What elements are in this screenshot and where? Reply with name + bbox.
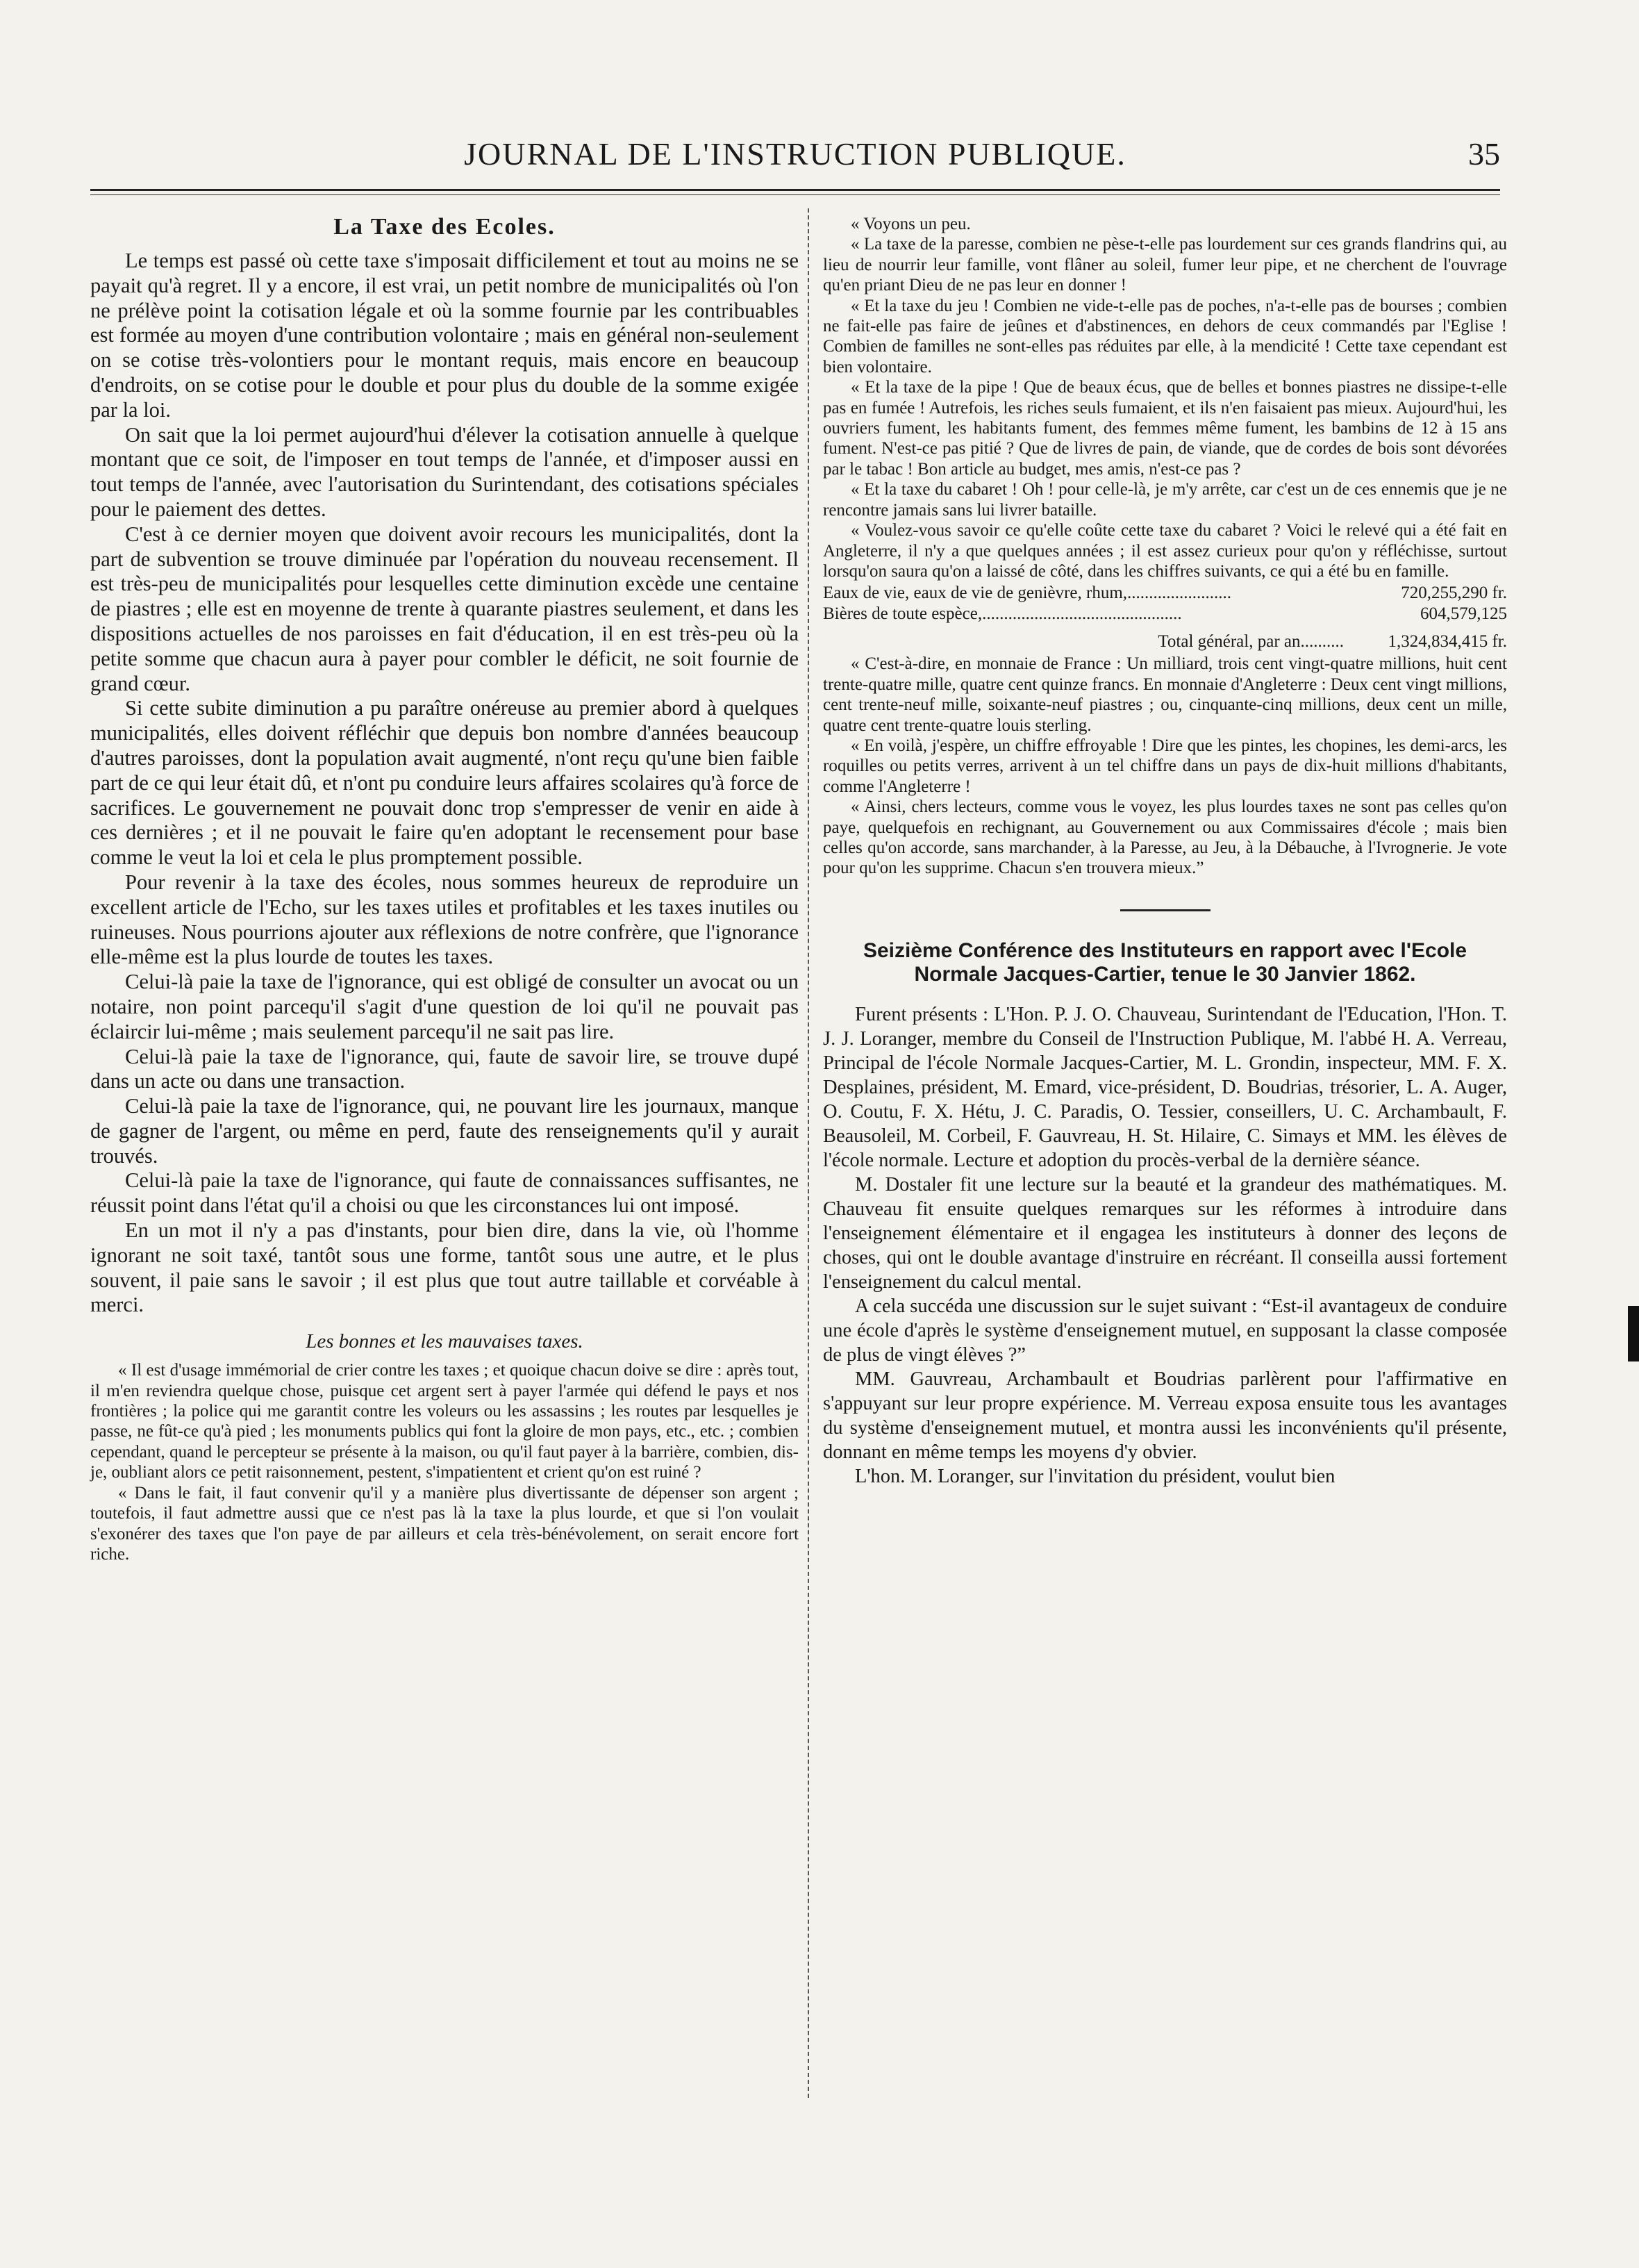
table-row bbox=[823, 604, 1507, 624]
header-rule-thin bbox=[90, 194, 1500, 195]
row-value: 720,255,290 fr. bbox=[1401, 583, 1507, 603]
paragraph: Si cette subite diminution a pu paraître onéreuse au premier abord à quelques municipalités, elles doivent réfléchir que depuis bon nombre d'années beaucoup d'autres paroisses, dont la population avait augmenté, n'ont reçu qu'une bien faible part de ce qui leur était dû, et n'ont pu conduire leurs affaires scolaires qu'à force de sacrifices. Le gouvernement ne pouvait donc trop s'empresser de venir en aide à ces dernières ; et il ne pouvait le faire qu'en adoptant le recensement pour base comme le veut la loi et cela le plus promptement possible. bbox=[90, 696, 799, 870]
table-total-row bbox=[823, 631, 1507, 652]
column-divider bbox=[808, 208, 809, 2098]
running-header bbox=[90, 135, 1500, 184]
row-label: Eaux de vie, eaux de vie de genièvre, rhum,........................ bbox=[823, 583, 1232, 603]
paragraph: On sait que la loi permet aujourd'hui d'élever la cotisation annuelle à quelque montant que ce soit, de l'imposer en tout temps de l'année, et d'imposer aussi en tout temps de l'année, avec l'autorisation du Surintendant, des cotisations spéciales pour le paiement des dettes. bbox=[90, 422, 799, 521]
paragraph: Celui-là paie la taxe de l'ignorance, qui est obligé de consulter un avocat ou un notaire, non point parcequ'il s'agit d'une question de loi qu'il ne pouvait pas éclaircir lui-même ; mais seulement parcequ'il ne sait pas lire. bbox=[90, 970, 799, 1043]
quoted-article bbox=[90, 1360, 799, 1564]
expense-table bbox=[823, 583, 1507, 652]
paragraph: « Il est d'usage immémorial de crier contre les taxes ; et quoique chacun doive se dire : après tout, il m'en reviendra quelque chose, puisque cet argent sert à payer l'armée qui défend le pays et nos frontières ; la police qui me garantit contre les voleurs ou les assassins ; les routes par lesquelles je passe, ne fût-ce qu'à pied ; les monuments publics qui font la gloire de mon pays, etc., etc. ; combien cependant, quand le percepteur se présente à la maison, ou qu'il faut payer à la barrière, combien, dis-je, oubliant alors ce petit raisonnement, pestent, s'impatientent et crient qu'on est ruiné ? bbox=[90, 1361, 799, 1482]
quoted-article-continued bbox=[823, 214, 1507, 581]
paragraph: « La taxe de la paresse, combien ne pèse-t-elle pas lourdement sur ces grands flandrins qui, au lieu de nourrir leur famille, vont flâner au soleil, fumer leur pipe, et ne cherchent de l'ouvrage qu'en priant Dieu de ne pas leur en donner ! bbox=[823, 235, 1507, 295]
paragraph: « Voulez-vous savoir ce qu'elle coûte cette taxe du cabaret ? Voici le relevé qui a été fait en Angleterre, il n'y a que quelques années ; il est assez curieux pour qu'on y réfléchisse, surtout lorsqu'on saura qu'on a laissé de côté, dans les chiffres suivants, ce qui a été bu en famille. bbox=[823, 521, 1507, 581]
paragraph: Celui-là paie la taxe de l'ignorance, qui, faute de savoir lire, se trouve dupé dans un acte ou dans une transaction. bbox=[90, 1044, 799, 1093]
article-body bbox=[90, 249, 799, 1318]
paragraph: « Et la taxe de la pipe ! Que de beaux écus, que de belles et bonnes piastres ne dissipe-t-elle pas en fumée ! Autrefois, les riches seuls fumaient, et ils n'en faisaient pas mieux. Aujourd'hui, les ouvriers fument, les habitants fument, des femmes même fument, les bambins de 12 à 15 ans fument. N'est-ce pas pitié ? Que de livres de pain, de viande, que de cordes de bois sont dévorées par le tabac ! Bon article au budget, mes amis, n'est-ce pas ? bbox=[823, 378, 1507, 479]
conference-title: Seizième Conférence des Instituteurs en rapport avec l'Ecole Normale Jacques-Cartier, tenue le 30 Janvier 1862. bbox=[863, 938, 1467, 986]
paragraph: « Dans le fait, il faut convenir qu'il y a manière plus divertissante de dépenser son argent ; toutefois, il faut admettre aussi que ce n'est pas là la taxe la plus lourde, et que si l'on voulait s'exonérer des taxes que l'on paye de par ailleurs et cela très-bénévolement, on serait encore fort riche. bbox=[90, 1483, 799, 1564]
paragraph: « C'est-à-dire, en monnaie de France : Un milliard, trois cent vingt-quatre millions, huit cent trente-quatre mille, quatre cent quinze francs. En monnaie d'Angleterre : Deux cent vingt millions, cent trente-neuf mille, soixante-neuf piastres ; ou, cinquante-cinq millions, deux cent un mille, quatre cent trente-quatre louis sterling. bbox=[823, 654, 1507, 735]
paragraph: « En voilà, j'espère, un chiffre effroyable ! Dire que les pintes, les chopines, les demi-arcs, les roquilles ou petits verres, arrivent à un tel chiffre dans un pays de dix-huit millions d'habitants, comme l'Angleterre ! bbox=[823, 736, 1507, 796]
paragraph: « Et la taxe du cabaret ! Oh ! pour celle-là, je m'y arrête, car c'est un de ces ennemis que je ne rencontre jamais sans lui livrer bataille. bbox=[823, 480, 1507, 520]
section-separator bbox=[1120, 909, 1210, 911]
paragraph: Celui-là paie la taxe de l'ignorance, qui faute de connaissances suffisantes, ne réussit point dans l'état qu'il a choisi ou que les circonstances lui ont imposé. bbox=[90, 1168, 799, 1218]
section-title: La Taxe des Ecoles. bbox=[333, 214, 556, 240]
paragraph: M. Dostaler fit une lecture sur la beauté et la grandeur des mathématiques. M. Chauveau fit ensuite quelques remarques sur les réformes à introduire dans l'enseignement élémentaire et il engagea les instituteurs à donner des leçons de choses, qui ont le double avantage d'instruire en récréant. Il conseilla aussi fortement l'enseignement du calcul mental. bbox=[823, 1173, 1507, 1293]
paragraph: Furent présents : L'Hon. P. J. O. Chauveau, Surintendant de l'Education, l'Hon. T. J. J. Loranger, membre du Conseil de l'Instruction Publique, M. l'abbé H. A. Verreau, Principal de l'école Normale Jacques-Cartier, M. L. Grondin, inspecteur, MM. F. X. Desplaines, président, M. Emard, vice-président, D. Boudrias, trésorier, L. A. Auger, O. Coutu, F. X. Hétu, J. C. Paradis, O. Tessier, conseillers, U. C. Archambault, F. Beausoleil, M. Corbeil, F. Gauvreau, H. St. Hilaire, C. Simays et MM. les élèves de l'école normale. Lecture et adoption du procès-verbal de la dernière séance. bbox=[823, 1003, 1507, 1171]
paragraph: A cela succéda une discussion sur le sujet suivant : “Est-il avantageux de conduire une école d'après le système d'enseignement mutuel, en supposant la classe composée de plus de vingt élèves ?” bbox=[823, 1295, 1507, 1366]
table-row bbox=[823, 583, 1507, 604]
paragraph: Le temps est passé où cette taxe s'imposait difficilement et tout au moins ne se payait qu'à regret. Il y a encore, il est vrai, un petit nombre de municipalités où l'on ne prélève point la cotisation légale et où la somme fournie par les contribuables est formée au moyen d'une contribution volontaire ; mais en général non-seulement on se cotise très-volontiers pour le montant requis, mais encore en beaucoup d'endroits, on se cotise pour le double et pour plus du double de la somme exigée par la loi. bbox=[90, 249, 799, 422]
left-column bbox=[90, 214, 799, 1564]
paragraph: C'est à ce dernier moyen que doivent avoir recours les municipalités, dont la part de subvention se trouve diminuée par l'opération du nouveau recensement. Il est très-peu de municipalités pour lesquelles cette diminution excède une centaine de piastres ; elle est en moyenne de trente à quarante piastres seulement, et dans les dispositions actuelles de nos paroisses en fait d'éducation, il en est très-peu où la petite somme que chacun aura à payer pour combler le déficit, ne soit fournie de grand cœur. bbox=[90, 522, 799, 695]
row-value: 604,579,125 bbox=[1420, 604, 1507, 624]
paragraph: « Et la taxe du jeu ! Combien ne vide-t-elle pas de poches, n'a-t-elle pas de bourses ; combien ne fait-elle pas faire de jeûnes et d'abstinences, en dehors de ceux commandés par l'Eglise ! Combien de familles ne sont-elles pas réduites par elle, à la mendicité ! Cette taxe cependant est bien volontaire. bbox=[823, 296, 1507, 376]
journal-title: JOURNAL DE L'INSTRUCTION PUBLIQUE. bbox=[464, 136, 1126, 172]
total-label: Total général, par an.......... bbox=[1158, 632, 1344, 652]
total-value: 1,324,834,415 fr. bbox=[1388, 632, 1507, 652]
edge-tab-marker bbox=[1628, 1306, 1639, 1361]
paragraph: Celui-là paie la taxe de l'ignorance, qui, ne pouvant lire les journaux, manque de gagner de l'argent, ou même en perd, faute des renseignements qu'il y aurait trouvés. bbox=[90, 1094, 799, 1168]
paragraph: En un mot il n'y a pas d'instants, pour bien dire, dans la vie, où l'homme ignorant ne soit taxé, tantôt sous une forme, tantôt sous une autre, et le plus souvent, il paie sans le savoir ; il est plus que tout autre taillable et corvéable à merci. bbox=[90, 1218, 799, 1317]
right-column bbox=[823, 214, 1507, 1489]
row-label: Bières de toute espèce,.............................................. bbox=[823, 604, 1182, 624]
paragraph: Pour revenir à la taxe des écoles, nous sommes heureux de reproduire un excellent article de l'Echo, sur les taxes utiles et profitables et les taxes inutiles ou ruineuses. Nous pourrions ajouter aux réflexions de notre confrère, que l'ignorance elle-même est la plus lourde de toutes les taxes. bbox=[90, 870, 799, 969]
header-rule bbox=[90, 189, 1500, 191]
paragraph: « Ainsi, chers lecteurs, comme vous le voyez, les plus lourdes taxes ne sont pas celles qu'on paye, quelquefois en rechignant, au Gouvernement ou aux Commissaires d'école ; mais bien celles qu'on accorde, sans marchander, à la Paresse, au Jeu, à la Débauche, à l'Ivrognerie. Je vote pour qu'on les supprime. Chacun s'en trouvera mieux.” bbox=[823, 797, 1507, 878]
conference-body bbox=[823, 1002, 1507, 1489]
subsection-title: Les bonnes et les mauvaises taxes. bbox=[306, 1330, 583, 1353]
page-number: 35 bbox=[1468, 136, 1500, 172]
paragraph: L'hon. M. Loranger, sur l'invitation du président, voulut bien bbox=[855, 1465, 1336, 1487]
quoted-article-end bbox=[823, 654, 1507, 878]
paragraph: « Voyons un peu. bbox=[851, 215, 971, 233]
paragraph: MM. Gauvreau, Archambault et Boudrias parlèrent pour l'affirmative en s'appuyant sur leur propre expérience. M. Verreau exposa ensuite tous les avantages du système d'enseignement mutuel, et montra aussi les inconvénients qu'il présente, donnant en même temps les moyens d'y obvier. bbox=[823, 1368, 1507, 1463]
